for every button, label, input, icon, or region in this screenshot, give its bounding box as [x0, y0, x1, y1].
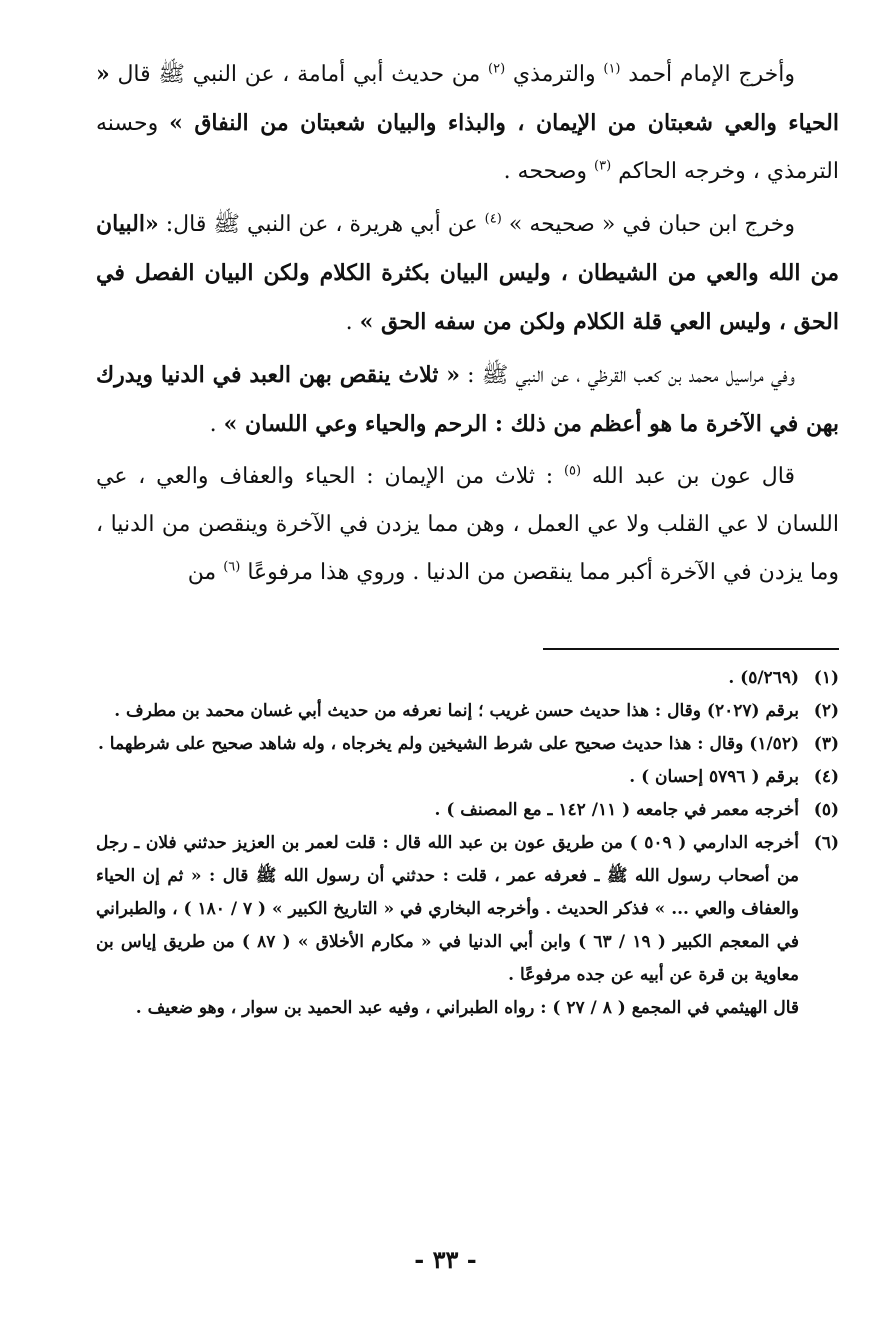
hadith-quote: «البيان من الله والعي من الشيطان ، وليس البيان بكثرة الكلام ولكن البيان الفصل في الحق ، وليس العي قلة الكلام ولكن من سفه الحق » — [96, 211, 839, 335]
text-run: : ثلاث من الإيمان : الحياء والعفاف والعي ، عي اللسان لا عي القلب ولا عي العمل ، وهن مما يزدن في الآخرة وينقصن من الدنيا ، وما يزدن في الآخرة أكبر مما ينقصن من الدنيا . وروي هذا مرفوعًا — [96, 464, 839, 585]
footnote-number: (٢) — [813, 701, 839, 721]
hadith-quote: « الحياء والعي شعبتان من الإيمان ، والبذاء والبيان شعبتان من النفاق » — [96, 61, 840, 136]
footnote-ref: (٥) — [563, 463, 582, 479]
paragraph-4 — [96, 453, 839, 597]
footnote-text: (٥/٢٦٩) . — [728, 668, 799, 688]
footnote-5 — [96, 794, 839, 827]
page-number: - ٣٣ - — [414, 1245, 477, 1274]
footnote-text: (١/٥٢) وقال : هذا حديث صحيح على شرط الشيخين ولم يخرجاه ، وله شاهد صحيح على شرطهما . — [97, 734, 799, 754]
footnote-ref: (٦) — [223, 559, 241, 575]
text-run: وخرج ابن حبان في « صحيحه » — [501, 212, 795, 237]
hadith-quote: « ثلاث ينقص بهن العبد في الدنيا ويدرك بهن في الآخرة ما هو أعظم من ذلك : الرحم والحياء وعي اللسان » — [96, 362, 839, 437]
footnote-number: (٣) — [813, 734, 839, 754]
main-text — [96, 50, 839, 601]
text-run: عن أبي هريرة ، عن النبي ﷺ قال: — [158, 212, 485, 237]
text-run: من — [187, 560, 224, 585]
footnote-4 — [96, 761, 839, 794]
text-run: وصححه . — [503, 159, 595, 184]
footnote-1 — [96, 662, 839, 695]
footnote-text: برقم (٢٠٢٧) وقال : هذا حديث حسن غريب ؛ إنما نعرفه من حديث أبي غسان محمد بن مطرف . — [114, 701, 799, 721]
text-run: . — [209, 412, 224, 437]
footnote-ref: (٤) — [484, 211, 502, 227]
paragraph-3 — [96, 351, 839, 449]
paragraph-2 — [96, 200, 839, 347]
footnote-ref: (٣) — [594, 158, 612, 174]
footnote-6 — [96, 827, 839, 992]
footnote-3 — [96, 728, 839, 761]
footnote-ref: (١) — [603, 61, 621, 77]
footnote-number: (٦) — [813, 833, 839, 853]
footnote-2 — [96, 695, 839, 728]
footnotes — [96, 662, 839, 1025]
text-run: قال عون بن عبد الله — [581, 464, 795, 489]
footnote-text: أخرجه معمر في جامعه ( ١١/ ١٤٢ ـ مع المصنف ) . — [434, 800, 799, 820]
footnote-text: قال الهيثمي في المجمع ( ٨ / ٢٧ ) : رواه الطبراني ، وفيه عبد الحميد بن سوار ، وهو ضعيف . — [135, 998, 799, 1018]
text-run: من حديث أبي أمامة ، عن النبي ﷺ قال — [109, 62, 489, 87]
footnote-text: أخرجه الدارمي ( ٥٠٩ ) من طريق عون بن عبد الله قال : قلت لعمر بن العزيز حدثني فلان ـ رجل من أصحاب رسول الله ﷺ ـ فعرفه عمر ، قلت : حدثني أن رسول الله ﷺ قال : « ثم إن الحياء والعفاف والعي ... » فذكر الحديث . وأخرجه البخاري في « التاريخ الكبير » ( ٧ / ١٨٠ ) ، والطبراني في المعجم الكبير ( ١٩ / ٦٣ ) وابن أبي الدنيا في « مكارم الأخلاق » ( ٨٧ ) من طريق إياس بن معاوية بن قرة عن أبيه عن جده مرفوعًا . — [96, 833, 800, 985]
text-run: وأخرج الإمام أحمد — [620, 62, 796, 87]
text-run: وفي مراسيل محمد بن كعب القرظي ، عن النبي ﷺ : — [459, 363, 795, 388]
footnote-text: برقم ( ٥٧٩٦ إحسان ) . — [629, 767, 799, 787]
text-run: والترمذي — [505, 62, 604, 87]
footnote-number: (٤) — [813, 767, 839, 787]
footnote-number: (١) — [813, 668, 839, 688]
footnote-number: (٥) — [813, 800, 839, 820]
text-run: . — [345, 310, 360, 335]
footnote-continuation — [96, 992, 839, 1025]
text-run: وحسنه الترمذي ، وخرجه الحاكم — [96, 111, 839, 184]
footnote-separator — [543, 648, 839, 650]
footnote-ref: (٢) — [488, 61, 506, 77]
paragraph-1 — [96, 50, 839, 196]
